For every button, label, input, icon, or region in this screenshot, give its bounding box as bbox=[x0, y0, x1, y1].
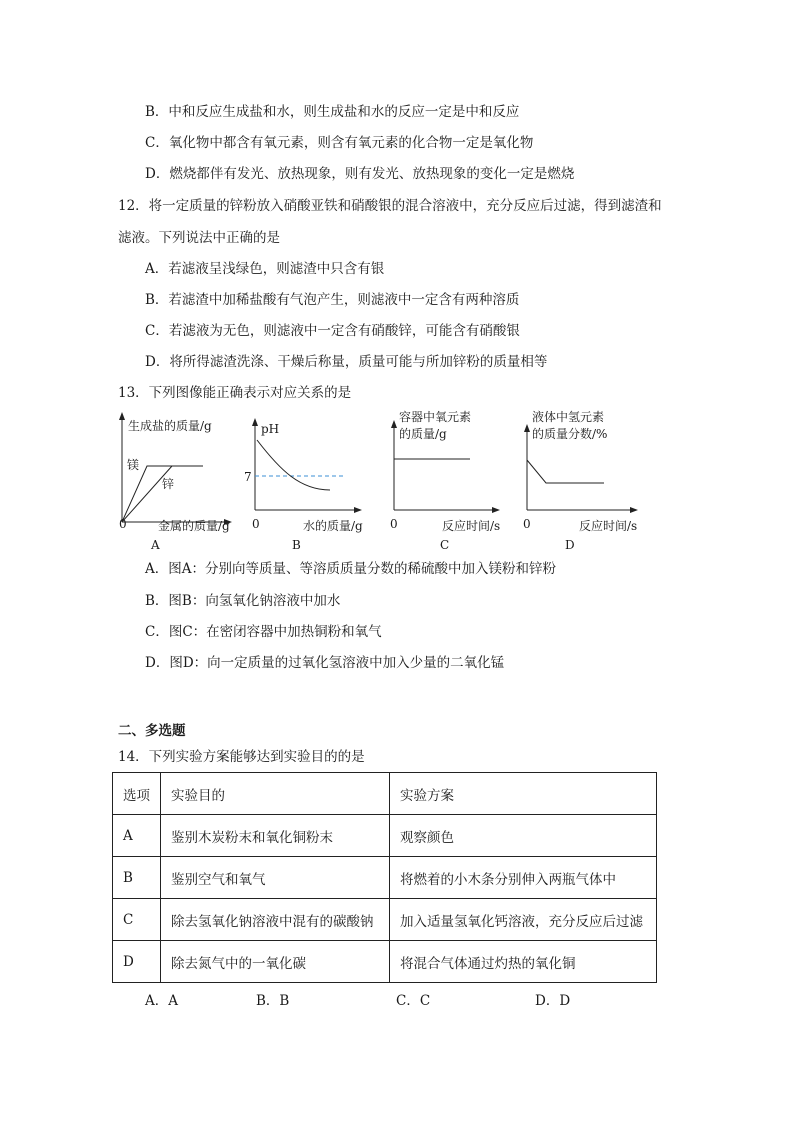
table-cell: C bbox=[113, 899, 161, 941]
q13-graphs bbox=[0, 400, 794, 560]
table-header-row bbox=[113, 773, 657, 815]
graph-a-origin: 0 bbox=[119, 517, 127, 531]
q14-answer-c: C．C bbox=[396, 993, 431, 1009]
graph-c bbox=[390, 409, 500, 552]
table-row bbox=[113, 941, 657, 983]
q11-option-b: B．中和反应生成盐和水，则生成盐和水的反应一定是中和反应 bbox=[145, 104, 520, 120]
q14-stem: 14．下列实验方案能够达到实验目的的是 bbox=[118, 749, 365, 765]
table-cell: 除去氮气中的一氧化碳 bbox=[161, 941, 390, 983]
q12-stem-line1: 12．将一定质量的锌粉放入硝酸亚铁和硝酸银的混合溶液中，充分反应后过滤，得到滤渣和 bbox=[118, 198, 662, 214]
q12-option-c: C．若滤液为无色，则滤液中一定含有硝酸锌，可能含有硝酸银 bbox=[145, 323, 520, 339]
graph-c-y-arrow bbox=[391, 420, 397, 428]
q13-option-d: D．图D：向一定质量的过氧化氢溶液中加入少量的二氧化锰 bbox=[145, 655, 505, 671]
q13-stem: 13．下列图像能正确表示对应关系的是 bbox=[118, 385, 352, 401]
graph-b-tick-7: 7 bbox=[244, 470, 252, 484]
graph-a-zn-line bbox=[122, 466, 175, 522]
graph-c-origin: 0 bbox=[390, 517, 398, 531]
table-cell: 除去氢氧化钠溶液中混有的碳酸钠 bbox=[161, 899, 390, 941]
graph-a-y-arrow bbox=[119, 412, 125, 420]
graph-a bbox=[119, 412, 232, 552]
graph-d-line bbox=[527, 460, 604, 483]
q14-answer-d: D．D bbox=[535, 993, 571, 1009]
q12-stem-line2: 滤液。下列说法中正确的是 bbox=[118, 230, 280, 246]
table-row bbox=[113, 899, 657, 941]
graph-d-origin: 0 bbox=[523, 517, 531, 531]
graph-a-label-zn: 锌 bbox=[162, 477, 175, 491]
graph-c-x-arrow bbox=[492, 507, 500, 513]
q11-option-c: C．氧化物中都含有氧元素，则含有氧元素的化合物一定是氧化物 bbox=[145, 135, 534, 151]
table-cell: D bbox=[113, 941, 161, 983]
q14-answer-b: B．B bbox=[256, 993, 290, 1009]
graph-c-ylabel-line1: 容器中氧元素 bbox=[399, 410, 472, 424]
graph-b bbox=[244, 418, 363, 552]
table-cell: 观察颜色 bbox=[390, 815, 657, 857]
graph-a-label-mg: 镁 bbox=[127, 458, 140, 472]
table-row bbox=[113, 857, 657, 899]
q13-option-c: C．图C：在密闭容器中加热铜粉和氧气 bbox=[145, 624, 382, 640]
table-cell: A bbox=[113, 815, 161, 857]
graph-b-ylabel: pH bbox=[261, 422, 280, 436]
section-title: 二、多选题 bbox=[118, 723, 186, 739]
graph-c-ylabel-line2: 的质量/g bbox=[399, 427, 447, 441]
graph-b-origin: 0 bbox=[252, 517, 260, 531]
q12-option-d: D．将所得滤渣洗涤、干燥后称量，质量可能与所加锌粉的质量相等 bbox=[145, 354, 548, 370]
table-header-cell: 实验方案 bbox=[390, 773, 657, 815]
q14-answer-a: A．A bbox=[145, 993, 178, 1009]
table-cell: 鉴别空气和氧气 bbox=[161, 857, 390, 899]
table-header-cell: 实验目的 bbox=[161, 773, 390, 815]
table-cell: 加入适量氢氧化钙溶液，充分反应后过滤 bbox=[390, 899, 657, 941]
graph-a-ylabel: 生成盐的质量/g bbox=[128, 419, 212, 433]
graph-b-curve bbox=[257, 440, 330, 490]
graph-a-caption: A bbox=[151, 538, 160, 552]
graph-b-x-arrow bbox=[354, 507, 362, 513]
graph-d-caption: D bbox=[565, 538, 575, 552]
graph-d-x-arrow bbox=[630, 507, 638, 513]
graph-a-xlabel: 金属的质量/g bbox=[158, 519, 230, 533]
graph-d-y-arrow bbox=[524, 424, 530, 432]
graph-c-caption: C bbox=[440, 538, 450, 552]
table-header-cell: 选项 bbox=[113, 773, 161, 815]
q14-table bbox=[112, 772, 657, 983]
graph-c-xlabel: 反应时间/s bbox=[442, 519, 501, 533]
graph-d-ylabel-line2: 的质量分数/% bbox=[532, 427, 608, 441]
table-cell: 鉴别木炭粉末和氧化铜粉末 bbox=[161, 815, 390, 857]
q13-option-b: B．图B：向氢氧化钠溶液中加水 bbox=[145, 593, 341, 609]
q12-option-a: A．若滤液呈浅绿色，则滤渣中只含有银 bbox=[145, 261, 385, 277]
q13-option-a: A．图A：分别向等质量、等溶质质量分数的稀硫酸中加入镁粉和锌粉 bbox=[145, 561, 556, 577]
table-cell: B bbox=[113, 857, 161, 899]
q12-option-b: B．若滤渣中加稀盐酸有气泡产生，则滤液中一定含有两种溶质 bbox=[145, 292, 520, 308]
graph-d bbox=[523, 409, 638, 552]
graph-b-y-arrow bbox=[252, 418, 258, 426]
graph-a-mg-line bbox=[122, 466, 203, 522]
table-row bbox=[113, 815, 657, 857]
table-cell: 将燃着的小木条分别伸入两瓶气体中 bbox=[390, 857, 657, 899]
graph-b-xlabel: 水的质量/g bbox=[303, 519, 363, 533]
graph-b-caption: B bbox=[292, 538, 301, 552]
q11-option-d: D．燃烧都伴有发光、放热现象，则有发光、放热现象的变化一定是燃烧 bbox=[145, 166, 575, 182]
table-cell: 将混合气体通过灼热的氧化铜 bbox=[390, 941, 657, 983]
graph-d-ylabel-line1: 液体中氢元素 bbox=[532, 410, 605, 424]
graph-d-xlabel: 反应时间/s bbox=[579, 519, 638, 533]
